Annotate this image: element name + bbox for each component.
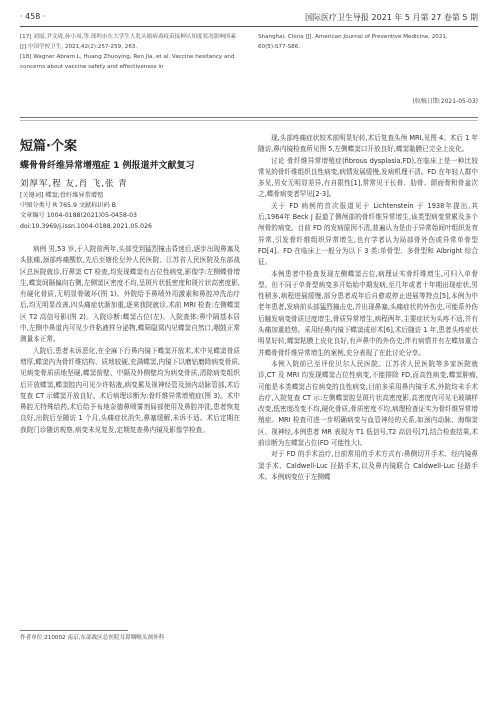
diagnosis-paragraph: 本例入院前已至评伦贝尔人民医院、江苏省人民医院等多家医院就诊,CT 及 MRI 均发现蝶窦占位性病变,不能排除 FD,而高性病变,蝶窦肿瘤,可能是本类蝶窦占位病变的良性病变,目前多采用鼻内镜手术,外院均未手术治疗,入院复查 CT 示:左侧蝶窦腔呈斑片状高密度影,高密度内可见毛玻璃样改变,低密度改变不均,硬化骨质,骨质密度不均,病理检查证实为骨纤维异常增殖症。MRI 检查可进一步明确病变与血管神经的关系,如颈内动脉、海绵窦区、视神经,本例患者 MR 表现为 T1 低信号,T2 高信号[7],结合检查结果,术前诊断为左蝶窦占位(FD 可能性大)。	[258, 359, 478, 448]
reference-list-left	[20, 33, 240, 73]
reference-18-continued: Shanghai, China [J]. American Journal of Preventive Medicine, 2021, 60(5):S77-S86.	[258, 34, 448, 50]
article-number: 文章编号 1004-0188(2021)05-0458-03	[20, 212, 137, 220]
right-column-body	[258, 133, 478, 483]
case-analysis-paragraph: 本例患者中检查发现左侧蝶窦占位,病理证实骨纤维增生,可归入单骨型。但不同于单骨型病变多开始始中期发病,至几年或者十年期出现症状,男性稍多,病程进展缓慢,部分患者成年后自愈或停止进展等特点[5],本例为中老年患者,发病前头部猛烈撞击史,并出现鼻塞,头痛症状的外伤史,可能系外伤后触发病变骨质过度增生,骨质异常增生,病程两年,主要症状为头疼不适,并有头痛加重趋势。采用经鼻内镜下蝶窦成形术[6],术后随访 1 年,患者头疼症状明显好转,蝶窦粘膜上皮化良好,有声鼻中的外伤史,伴有病情并有左蝶加重合并蝶骨骨纤维异常增生的案例,充分表现了在此讨论分享。	[258, 269, 478, 357]
section-label: 短篇·个案	[20, 139, 77, 154]
followup-paragraph: 现,头部疼痛症状较术前明显好转,术后复查头颅 MRI,见图 4。术后 1 年随访,鼻内镜检查所见图 5,左侧蝶窦口开放良好,蝶窦黏膜已完全上皮化。	[258, 134, 478, 154]
treatment-paragraph: 入院后,患者未诉恶化,在全麻下行鼻内镜下蝶窦开放术,术中见蝶窦骨质增厚,蝶窦内为骨纤维结构、质地较硬,充满蝶窦,内镜下以磨钻磨除病变骨质,见病变骨质质地坚硬,蝶窦前壁、中隔及外侧壁均为病变骨质,清除病变组织后开放蝶窦,蝶窦腔内可见少许粘液,病变累及视神经管及颈内动脉管部,术后复查 CT 示蝶窦开放良好。术后病理诊断为:骨纤维异常增殖症(图 3)。术中鼻腔无特殊给药,术后给予布地奈德鼻喷雾剂局部使用及鼻腔冲洗,患者恢复良好,出院后至随访 1 个月,头痛症状消失,鼻塞缓解,未诉不适。术后定期在我院门诊随访观察,病变未见复发,定期复查鼻内镜及影像学检查。	[20, 346, 240, 434]
page-number: · 458 ·	[20, 12, 46, 21]
section-divider-thin	[20, 120, 478, 121]
classification: 中图分类号 R 765.9 文献标识码 B	[20, 202, 116, 210]
section-divider	[20, 117, 478, 118]
left-column-body	[20, 244, 240, 436]
received-date: (收稿日期:2021-05-03)	[412, 98, 478, 105]
surgery-paragraph: 对于 FD 的手术治疗,目前常用的手术方式有:鼻侧切开手术、经内镜鼻窦手术、Caldwell-Luc 径路手术,以及鼻内镜联合 Caldwell-Luc 径路手术。本例病变位于左侧蝶	[258, 450, 478, 481]
reference-18: [18] Wagner Abram L, Huang Zhuoying, Ren Jia, et al. Vaccine hesitancy and concerns about vaccine safety and effectiveness in	[20, 54, 235, 70]
reference-list-right	[258, 33, 478, 53]
article-title: 蝶骨骨纤维异常增殖症 1 例报道并文献复习	[20, 161, 195, 171]
article-meta	[20, 191, 240, 232]
doi: doi:10.3969/j.issn.1004-0188.2021.05.026	[20, 222, 152, 230]
header-rule	[20, 26, 478, 27]
history-paragraph: 关于 FD 病例的首次报道见于 Lichtenstein 于 1938年提出,其后,1964年 Beck J 报道了侧颅部的骨纤维异常增生,该类型病变常累及多个颅骨的病变。目前 FD 的发病原因不清,普遍认为是由于异常始间叶组织发育异常,引发骨纤维组织异常增生,也有学者认为局部骨外伤或异常单骨型 FD[4]。FD 在临床上一般分为以下 3 类:单骨型、多骨型和 Albright 综合征。	[258, 201, 478, 267]
discussion-paragraph: 讨论 骨纤维异常增殖症(fibrous dysplasia,FD),在临床上是一种比较常见的骨纤维组织良性病变,病情发展缓慢,发病机理不清。FD 在年轻人群中多见,男女无明显差异,有自限性[1],常常见于长骨、肋骨、颌面骨和骨盆次之,蝶骨病变者罕见[2-3]。	[258, 156, 478, 199]
footnote-rule	[20, 630, 128, 631]
authors: 刘厚军,程 友,肖 飞,张 青	[20, 179, 128, 189]
keywords: [关键词] 蝶窦;骨纤维异常增殖	[20, 192, 104, 199]
case-paragraph: 病例 男,53 岁,于入院前两年,头部受到猛烈撞击昏迷后,逐步出现鼻塞及头胀痛,颈部疼痛酸软,先后至辖伦兒外人民医院、江苏省人民医院及东部战区总医院就诊,行鼻窦 CT 检查,均发现蝶窦有占位性病变,影像学:左侧蝶骨增生,蝶窦间隔偏向右侧,左侧窦区密度不均,呈斑片状低密度和斑片状高密度影,有硬化骨质,无明显骨破坏(图 1)。外院给予鼻喷外用激素和鼻腔冲洗治疗后,均无明显改善,四头痛症状渐加重,逐来我院就诊,术前 MRI 检查:左侧蝶窦区 T2 高信号影(图 2)。入院诊断:蝶窦占位(左)。入院查体:鼻中隔基本居中,左侧中鼻道内可见少许粘液样分泌物,蝶筛隐窝内见蝶窦自然口,咽鼓正常测量本正常。	[20, 245, 240, 344]
reference-17: [17] 刘瑶,尹文琦,孙小凤,等.深圳市在大学生人乳头瘤病毒疫苗接种认知度状况影响因素[J].中国学校卫生, 2021,42(2):257-259, 263.	[20, 34, 237, 50]
journal-header: 国际医疗卫生导报 2021 年 5 月第 27 卷第 5 期	[304, 13, 478, 22]
author-affiliation: 作者单位:210002 南京,东部战区总医院耳鼻咽喉头颈外科	[20, 635, 165, 641]
